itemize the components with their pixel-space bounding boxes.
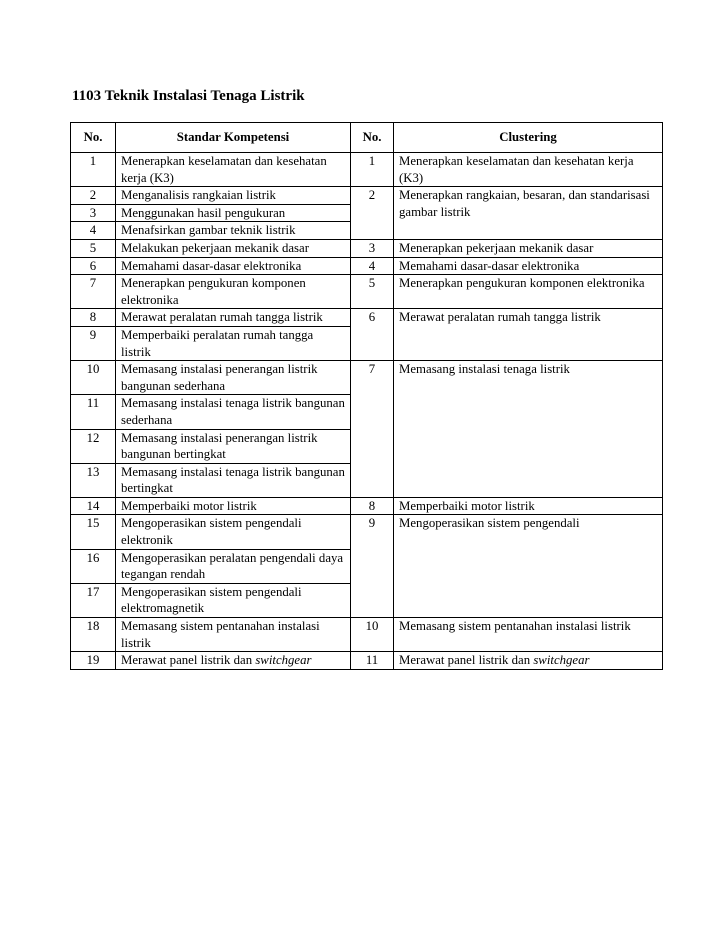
standar-text: Menerapkan keselamatan dan kesehatan kerja (K3) <box>116 153 351 187</box>
standar-text: Memahami dasar-dasar elektronika <box>116 257 351 275</box>
clustering-text: Mengoperasikan sistem pengendali <box>394 515 663 618</box>
standar-no: 1 <box>71 153 116 187</box>
header-no-clustering: No. <box>351 123 394 153</box>
table-header-row <box>71 123 663 153</box>
table-row <box>71 652 663 670</box>
standar-no: 12 <box>71 429 116 463</box>
table-row <box>71 618 663 652</box>
standar-text: Menggunakan hasil pengukuran <box>116 204 351 222</box>
clustering-text: Memasang instalasi tenaga listrik <box>394 361 663 498</box>
clustering-text: Memahami dasar-dasar elektronika <box>394 257 663 275</box>
clustering-text: Merawat peralatan rumah tangga listrik <box>394 309 663 361</box>
table-row <box>71 239 663 257</box>
standar-text: Memasang instalasi penerangan listrik bangunan bertingkat <box>116 429 351 463</box>
clustering-text: Memasang sistem pentanahan instalasi listrik <box>394 618 663 652</box>
standar-no: 7 <box>71 275 116 309</box>
standar-no: 14 <box>71 497 116 515</box>
standar-text: Menafsirkan gambar teknik listrik <box>116 222 351 240</box>
standar-text: Mengoperasikan sistem pengendali elektromagnetik <box>116 583 351 617</box>
clustering-text <box>394 652 663 670</box>
table-row <box>71 153 663 187</box>
clustering-no: 2 <box>351 187 394 240</box>
clustering-no: 7 <box>351 361 394 498</box>
standar-no: 3 <box>71 204 116 222</box>
standar-text: Memasang instalasi penerangan listrik bangunan sederhana <box>116 361 351 395</box>
clustering-no: 11 <box>351 652 394 670</box>
table-row <box>71 275 663 309</box>
standar-no: 17 <box>71 583 116 617</box>
header-clustering: Clustering <box>394 123 663 153</box>
standar-text: Memperbaiki peralatan rumah tangga listrik <box>116 326 351 360</box>
clustering-text-italic: switchgear <box>533 653 590 668</box>
standar-text: Memasang instalasi tenaga listrik bangunan bertingkat <box>116 463 351 497</box>
standar-no: 10 <box>71 361 116 395</box>
clustering-no: 1 <box>351 153 394 187</box>
clustering-no: 9 <box>351 515 394 618</box>
clustering-no: 4 <box>351 257 394 275</box>
standar-no: 13 <box>71 463 116 497</box>
standar-text: Mengoperasikan sistem pengendali elektronik <box>116 515 351 549</box>
table-row <box>71 309 663 327</box>
standar-no: 19 <box>71 652 116 670</box>
table-row <box>71 257 663 275</box>
standar-text-italic: switchgear <box>255 653 312 668</box>
standar-text: Menerapkan pengukuran komponen elektronika <box>116 275 351 309</box>
standar-no: 4 <box>71 222 116 240</box>
table-row <box>71 515 663 549</box>
table-row <box>71 187 663 205</box>
clustering-no: 6 <box>351 309 394 361</box>
standar-text: Memperbaiki motor listrik <box>116 497 351 515</box>
standar-no: 16 <box>71 549 116 583</box>
clustering-text: Menerapkan keselamatan dan kesehatan kerja (K3) <box>394 153 663 187</box>
standar-text: Memasang sistem pentanahan instalasi listrik <box>116 618 351 652</box>
standar-text: Memasang instalasi tenaga listrik bangunan sederhana <box>116 395 351 429</box>
standar-text: Menganalisis rangkaian listrik <box>116 187 351 205</box>
table-row <box>71 361 663 395</box>
clustering-no: 8 <box>351 497 394 515</box>
document-title: 1103 Teknik Instalasi Tenaga Listrik <box>72 88 305 104</box>
standar-no: 15 <box>71 515 116 549</box>
clustering-no: 5 <box>351 275 394 309</box>
standar-text: Mengoperasikan peralatan pengendali daya tegangan rendah <box>116 549 351 583</box>
clustering-text: Memperbaiki motor listrik <box>394 497 663 515</box>
clustering-no: 3 <box>351 239 394 257</box>
clustering-no: 10 <box>351 618 394 652</box>
header-no-standar: No. <box>71 123 116 153</box>
standar-no: 9 <box>71 326 116 360</box>
standar-text: Melakukan pekerjaan mekanik dasar <box>116 239 351 257</box>
table-row <box>71 497 663 515</box>
standar-no: 11 <box>71 395 116 429</box>
clustering-text: Menerapkan rangkaian, besaran, dan standarisasi gambar listrik <box>394 187 663 240</box>
clustering-text-prefix: Merawat panel listrik dan <box>399 653 534 668</box>
clustering-text: Menerapkan pekerjaan mekanik dasar <box>394 239 663 257</box>
header-standar-kompetensi: Standar Kompetensi <box>116 123 351 153</box>
standar-no: 5 <box>71 239 116 257</box>
standar-no: 6 <box>71 257 116 275</box>
standar-no: 18 <box>71 618 116 652</box>
standar-no: 2 <box>71 187 116 205</box>
standar-no: 8 <box>71 309 116 327</box>
standar-text-prefix: Merawat panel listrik dan <box>121 653 256 668</box>
clustering-text: Menerapkan pengukuran komponen elektronika <box>394 275 663 309</box>
standar-text: Merawat peralatan rumah tangga listrik <box>116 309 351 327</box>
competency-table <box>70 122 663 670</box>
standar-text <box>116 652 351 670</box>
